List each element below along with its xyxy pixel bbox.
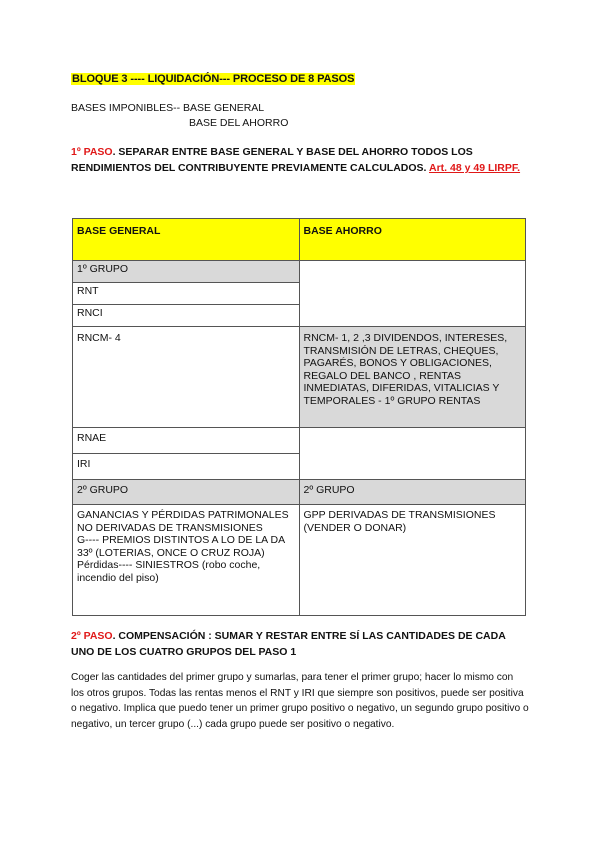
header-base-ahorro: BASE AHORRO xyxy=(299,219,526,261)
cell-rnt: RNT xyxy=(73,283,300,305)
cell-iri: IRI xyxy=(73,454,300,480)
step-2-label: 2º PASO xyxy=(71,630,113,642)
step-1-text: . SEPARAR ENTRE BASE GENERAL Y BASE DEL AHORRO TODOS LOS RENDIMIENTOS DEL CONTRIBUYENTE PREVIAMENTE CALCULADOS. xyxy=(71,146,473,174)
bases-imponibles xyxy=(71,101,288,131)
header-base-general: BASE GENERAL xyxy=(73,219,300,261)
ganancias-line-2: G---- PREMIOS DISTINTOS A LO DE LA DA 33º (LOTERIAS, ONCE O CRUZ ROJA) xyxy=(77,534,285,559)
step-1-law-link[interactable]: Art. 48 y 49 LIRPF. xyxy=(429,162,521,174)
cell-gpp-transmisiones: GPP DERIVADAS DE TRANSMISIONES (VENDER O DONAR) xyxy=(299,505,526,616)
cell-grupo2-left: 2º GRUPO xyxy=(73,480,300,505)
cell-grupo1-left: 1º GRUPO xyxy=(73,261,300,283)
step-1-heading xyxy=(71,144,529,176)
bases-line-ahorro: BASE DEL AHORRO xyxy=(189,117,289,129)
step-1-label: 1º PASO xyxy=(71,146,113,158)
bases-table xyxy=(72,218,526,616)
cell-rncm-4: RNCM- 4 xyxy=(73,327,300,428)
bases-line-general: BASES IMPONIBLES-- BASE GENERAL xyxy=(71,102,265,114)
cell-grupo2-right: 2º GRUPO xyxy=(299,480,526,505)
step-2-explanation: Coger las cantidades del primer grupo y sumarlas, para tener el primer grupo; hacer lo mismo con los otros grupos. Todas las rentas menos el RNT y IRI que siempre son positivos, puede ser positiva o negativo. Implica que puedo tener un primer grupo positivo o negativo, un segundo grupo positivo o negativo, un tercer grupo (...) cada grupo puede ser positivo o negativo. xyxy=(71,672,529,730)
cell-empty-right-mid xyxy=(299,428,526,480)
ganancias-line-1: GANANCIAS Y PÉRDIDAS PATRIMONALES NO DERIVADAS DE TRANSMISIONES xyxy=(77,509,289,534)
cell-rncm-ahorro: RNCM- 1, 2 ,3 DIVIDENDOS, INTERESES, TRANSMISIÓN DE LETRAS, CHEQUES, PAGARÉS, BONOS Y OBLIGACIONES, REGALO DEL BANCO , RENTAS INMEDIATAS, DIFERIDAS, VITALICIAS Y TEMPORALES - 1º GRUPO RENTAS xyxy=(299,327,526,428)
page-title: BLOQUE 3 ---- LIQUIDACIÓN--- PROCESO DE 8 PASOS xyxy=(72,73,355,85)
step-2-text: . COMPENSACIÓN : SUMAR Y RESTAR ENTRE SÍ LAS CANTIDADES DE CADA UNO DE LOS CUATRO GRUPOS DEL PASO 1 xyxy=(71,630,506,658)
cell-rnae: RNAE xyxy=(73,428,300,454)
ganancias-line-3: Pérdidas---- SINIESTROS (robo coche, incendio del piso) xyxy=(77,559,261,584)
step-2-heading xyxy=(71,628,529,660)
cell-rnci: RNCI xyxy=(73,305,300,327)
cell-empty-right-top xyxy=(299,261,526,327)
cell-ganancias-perdidas xyxy=(73,505,300,616)
